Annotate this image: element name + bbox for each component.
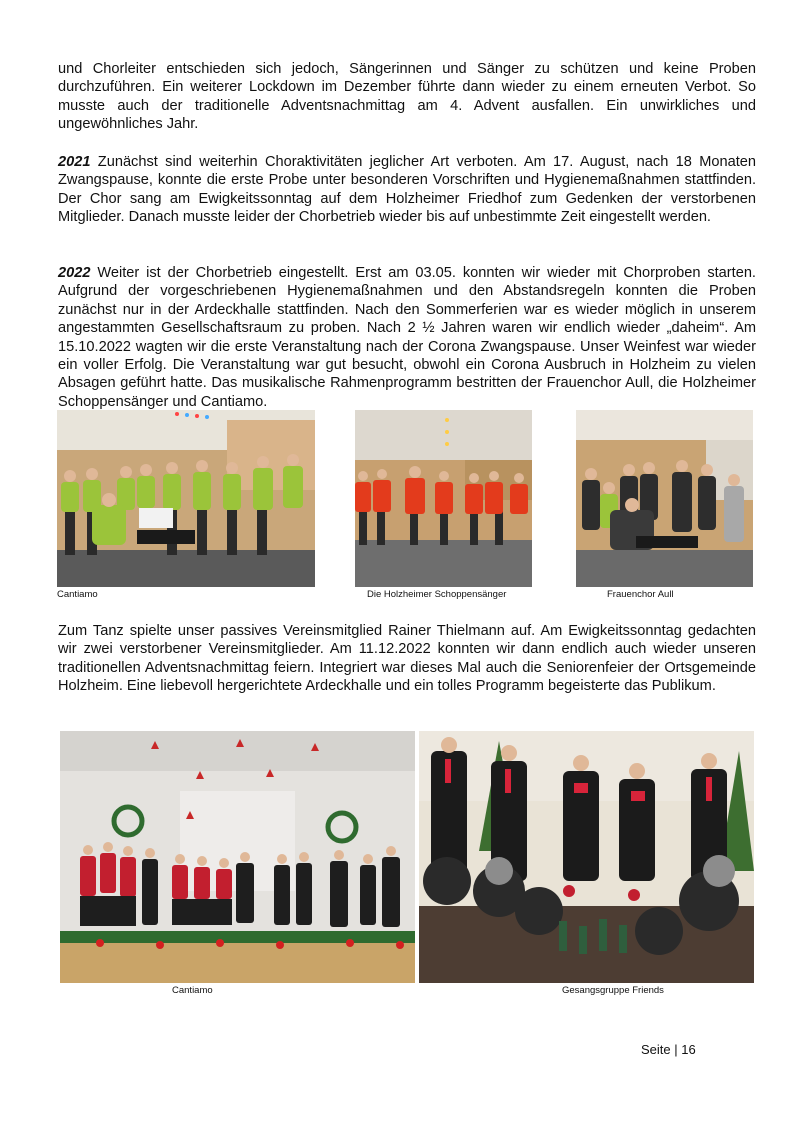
caption-schoppensaenger: Die Holzheimer Schoppensänger (367, 589, 507, 600)
photo-frauenchor-aull (576, 410, 753, 587)
page-number: Seite | 16 (641, 1042, 696, 1057)
caption-gesangsgruppe-friends: Gesangsgruppe Friends (562, 985, 664, 996)
paragraph-2021-text: Zunächst sind weiterhin Choraktivitäten jeglicher Art verboten. Am 17. August, nach 18 Monaten Zwangspause, konnte die erste Probe unter besonderen Vorschriften und Hygienemaßnahmen stattfinden. Der Chor sang am Ewigkeitssonntag auf dem Holzheimer Friedhof zum Gedenken der verstorbenen Mitglieder. Danach musste leider der Chorbetrieb wieder bis auf unbestimmte Zeit eingestellt werden. (58, 154, 756, 226)
year-2022-heading: 2022 (58, 265, 91, 281)
photo-cantiamo-weinfest (57, 410, 315, 587)
paragraph-2022-text: Weiter ist der Chorbetrieb eingestellt. Erst am 03.05. konnten wir wieder mit Chorproben starten. Aufgrund der vorgeschriebenen Hygienemaßnahmen und den Abstandsregeln konnten die Proben zunächst nur in der Ardeckhalle stattfinden. Nach den Sommerferien war es wieder möglich in unserem angestammten Gesellschaftsraum zu proben. Nach 2 ½ Jahren waren wir endlich wieder „daheim“. Am 15.10.2022 wagten wir die erste Veranstaltung nach der Corona Zwangspause. Unser Weinfest war wieder ein voller Erfolg. Die Veranstaltung war gut besucht, obwohl ein Corona Ausbruch in Holzheim zu vielen Absagen geführt hatte. Das musikalische Rahmenprogramm bestritten der Frauenchor Aull, die Holzheimer Schoppensänger und Cantiamo. (58, 265, 756, 410)
photo-schoppensaenger (355, 410, 532, 587)
photo-cantiamo-advent (60, 731, 415, 983)
paragraph-2021 (58, 153, 756, 227)
photo-gesangsgruppe-friends (419, 731, 754, 983)
year-2021-heading: 2021 (58, 154, 91, 170)
caption-cantiamo-weinfest: Cantiamo (57, 589, 98, 600)
caption-cantiamo-advent: Cantiamo (172, 985, 213, 996)
caption-frauenchor-aull: Frauenchor Aull (607, 589, 674, 600)
paragraph-2020-end: und Chorleiter entschieden sich jedoch, Sängerinnen und Sänger zu schützen und keine Proben durchzuführen. Ein weiterer Lockdown im Dezember führte dann wieder zu einem erneuten Verbot. So musste auch der traditionelle Adventsnachmittag am 4. Advent ausfallen. Ein unwirkliches und ungewöhnliches Jahr. (58, 61, 756, 133)
paragraph-2022 (58, 264, 756, 411)
paragraph-advent: Zum Tanz spielte unser passives Vereinsmitglied Rainer Thielmann auf. Am Ewigkeitssonntag gedachten wir zwei verstorbener Vereinsmitglieder. Am 11.12.2022 konnten wir dann endlich auch wieder unseren traditionellen Adventsnachmittag feiern. Integriert war dieses Mal auch die Seniorenfeier der Ortsgemeinde Holzheim. Eine liebevoll hergerichtete Ardeckhalle und ein tolles Programm begeisterte das Publikum. (58, 623, 756, 695)
